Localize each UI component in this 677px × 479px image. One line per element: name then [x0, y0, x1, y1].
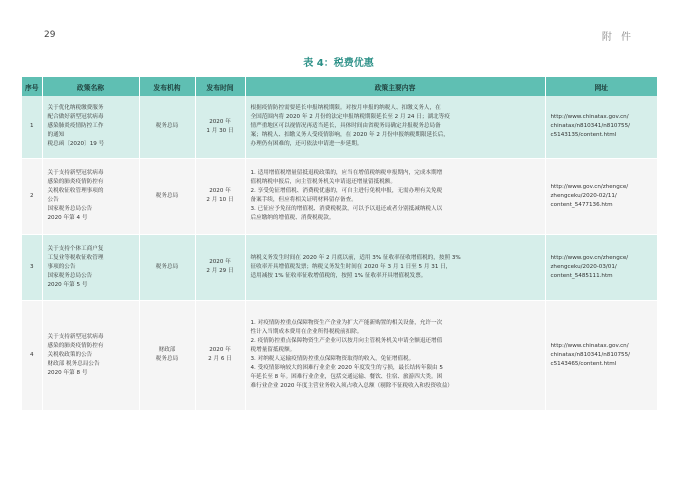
policy-name-line: 2020 年第 5 号	[47, 281, 88, 288]
table-row	[22, 234, 657, 300]
column-header-url: 网址	[545, 77, 657, 96]
policy-name-line: 国家税务总局公告	[47, 206, 93, 212]
url-link-line[interactable]: content_5485111.htm	[550, 272, 613, 279]
agency-cell	[139, 234, 195, 300]
policy-content-line: 年延长至 8 年。困难行业企业，包括交通运输、餐饮、住宿、旅游四大类。困	[250, 374, 443, 380]
row-number-text: 2	[29, 192, 34, 199]
agency-line: 税务总局	[155, 263, 179, 270]
date-line: 2020 年	[209, 259, 231, 265]
policy-content-line: 征收率开具增值税发票；纳税义务发生时间在 2020 年 3 月 1 日至 5 月 31 日，	[250, 263, 452, 270]
date-line: 1 月 30 日	[206, 127, 234, 134]
policy-name-line: 配合做好新型冠状病毒	[47, 114, 104, 121]
policy-content-line: 性计入当期成本费用在企业所得税税前扣除。	[250, 329, 363, 335]
policy-content-cell	[245, 234, 545, 300]
policy-content-line: 1. 对疫情防控重点保障物资生产企业为扩大产能新购置的相关设备，允许一次	[250, 320, 443, 326]
policy-content-cell	[245, 96, 545, 158]
policy-content-line: 全国范围内将 2020 年 2 月份的法定申报纳税期限延长至 2 月 24 日；湖北等疫	[250, 114, 450, 121]
policy-name-line: 的通知	[47, 132, 65, 139]
policy-content-line: 2. 疫情防控重点保障物资生产企业可以按月向主管税务机关申请全额退还增值	[250, 338, 443, 344]
url-link-line[interactable]: c5143465/content.html	[550, 360, 617, 367]
row-number-text: 3	[29, 263, 34, 270]
policy-name-cell	[42, 96, 139, 158]
table-row	[22, 96, 657, 158]
url-link-line[interactable]: chinatax/n810341/n810755/	[550, 123, 631, 130]
table-title: 表 4：税费优惠	[303, 58, 374, 69]
policy-name-line: 工复业等税收征收管理	[47, 254, 104, 261]
policy-content-line: 3. 对纳税人运输疫情防控重点保障物资取得的收入，免征增值税。	[250, 356, 415, 362]
column-header-policy-name: 政策名称	[42, 77, 139, 96]
policy-name-cell	[42, 234, 139, 300]
policy-content-line: 后应缴纳的增值税、消费税税款。	[250, 215, 335, 221]
policy-content-line: 根据疫情防控需要延长申报纳税期限。对按月申报的纳税人、扣缴义务人，在	[250, 105, 441, 112]
row-number	[22, 234, 42, 300]
policy-name-line: 财政部 税务总局公告	[47, 360, 100, 367]
policy-name-line: 关税收征收管理事项的	[47, 188, 104, 194]
agency-cell	[139, 158, 195, 234]
url-link-line[interactable]: zhengceku/2020-03/01/	[550, 263, 617, 270]
url-link-line[interactable]: http://www.chinatax.gov.cn/	[550, 114, 629, 121]
policy-content-line: 备案手续，但应将相关证明材料留存备查。	[250, 197, 357, 203]
policy-name-cell	[42, 158, 139, 234]
agency-cell	[139, 96, 195, 158]
policy-name-line: 国家税务总局公告	[47, 272, 93, 279]
url-link-line[interactable]: chinatax/n810341/n810755/	[550, 351, 631, 358]
policy-name-line: 关税收政策的公告	[47, 351, 93, 358]
url-link-line[interactable]: http://www.gov.cn/zhengce/	[550, 254, 629, 261]
url-cell[interactable]	[545, 300, 657, 410]
date-cell	[195, 300, 245, 410]
table-row	[22, 300, 657, 410]
row-number	[22, 300, 42, 410]
agency-line: 财政部	[158, 347, 176, 353]
date-line: 2 月 10 日	[206, 197, 234, 203]
row-number	[22, 96, 42, 158]
policy-name-line: 感染的肺炎疫情防控有	[47, 342, 104, 349]
policy-name-line: 关于支持新型冠状病毒	[47, 333, 104, 340]
policy-content-cell	[245, 158, 545, 234]
row-number-text: 1	[29, 123, 34, 130]
column-header-agency: 发布机构	[139, 77, 195, 96]
policy-content-line: 纳税义务发生时间在 2020 年 2 月底以前，适用 3% 征收率征收增值税的，按照 3%	[250, 254, 461, 261]
policy-content-line: 税增量留抵税额。	[250, 347, 296, 353]
policy-name-cell	[42, 300, 139, 410]
policy-content-line: 适用减按 1% 征收率征收增值税的，按照 1% 征收率开具增值税发票。	[250, 272, 427, 279]
row-number	[22, 158, 42, 234]
policy-content-line: 3. 已征应予免征的增值税、消费税税款，可以予以退还或者分别抵减纳税人以	[250, 206, 443, 212]
agency-cell	[139, 300, 195, 410]
table-row	[22, 158, 657, 234]
policy-content-line: 情严重地区可以视情况再适当延长，具体时间由省税务局确定并报税务总局备	[250, 123, 441, 130]
policy-name-line: 关于支持新型冠状病毒	[47, 170, 104, 176]
url-cell[interactable]	[545, 96, 657, 158]
url-link-line[interactable]: c5143135/content.html	[550, 132, 617, 139]
policy-name-line: 税总函〔2020〕19 号	[47, 141, 105, 148]
column-header-content: 政策主要内容	[245, 77, 545, 96]
tax-policy-table	[22, 77, 657, 411]
policy-name-line: 关于优化纳税缴费服务	[47, 105, 104, 112]
row-number-text: 4	[29, 351, 34, 358]
date-line: 2020 年	[209, 347, 231, 353]
policy-name-line: 2020 年第 8 号	[47, 369, 88, 376]
policy-name-line: 关于支持个体工商户复	[47, 245, 104, 252]
date-line: 2 月 6 日	[208, 356, 232, 362]
table-header-row	[22, 77, 657, 96]
url-link-line[interactable]: http://www.gov.cn/zhengce/	[550, 183, 629, 190]
date-line: 2 月 29 日	[206, 268, 234, 274]
policy-content-line: 值税纳税申报后，向主管税务机关申请退还增量留抵税额。	[250, 179, 396, 185]
date-line: 2020 年	[209, 188, 231, 194]
column-header-date: 发布时间	[195, 77, 245, 96]
policy-content-line: 办理仍有困难的，还可依法申请进一步延期。	[250, 141, 363, 148]
policy-content-line: 难行业企业 2020 年度主营业务收入须占收入总额（剔除不征税收入和投资收益）	[250, 383, 453, 389]
agency-line: 税务总局	[155, 123, 179, 130]
agency-line: 税务总局	[155, 192, 179, 199]
date-cell	[195, 96, 245, 158]
date-line: 2020 年	[209, 118, 231, 125]
date-cell	[195, 158, 245, 234]
url-cell[interactable]	[545, 158, 657, 234]
url-cell[interactable]	[545, 234, 657, 300]
appendix-label: 附 件	[601, 32, 634, 43]
policy-name-line: 公告	[47, 197, 59, 203]
date-cell	[195, 234, 245, 300]
policy-name-line: 事项的公告	[47, 263, 76, 270]
page-number: 29	[44, 30, 56, 40]
policy-content-line: 1. 适用增值税增量留抵退税政策的，应当在增值税纳税申报期内，完成本期增	[250, 170, 443, 176]
policy-content-line: 案；纳税人、扣缴义务人受疫情影响，在 2020 年 2 月份申报纳税期限延长后，	[250, 132, 449, 139]
policy-content-cell	[245, 300, 545, 410]
policy-name-line: 感染的肺炎疫情防控有	[47, 179, 104, 185]
url-link-line[interactable]: content_5477136.htm	[550, 201, 613, 208]
policy-name-line: 感染肺炎疫情防控工作	[47, 123, 104, 130]
url-link-line[interactable]: http://www.chinatax.gov.cn/	[550, 342, 629, 349]
policy-content-line: 4. 受疫情影响较大的困难行业企业 2020 年度发生的亏损，最长结转年限由 5	[250, 365, 443, 371]
policy-content-line: 2. 享受免征增值税、消费税优惠的，可自主进行免税申报，无需办理有关免税	[250, 188, 443, 194]
url-link-line[interactable]: zhengceku/2020-02/11/	[550, 192, 617, 199]
policy-name-line: 2020 年第 4 号	[47, 215, 88, 221]
agency-line: 税务总局	[155, 356, 179, 362]
column-header-no: 序号	[22, 77, 42, 96]
